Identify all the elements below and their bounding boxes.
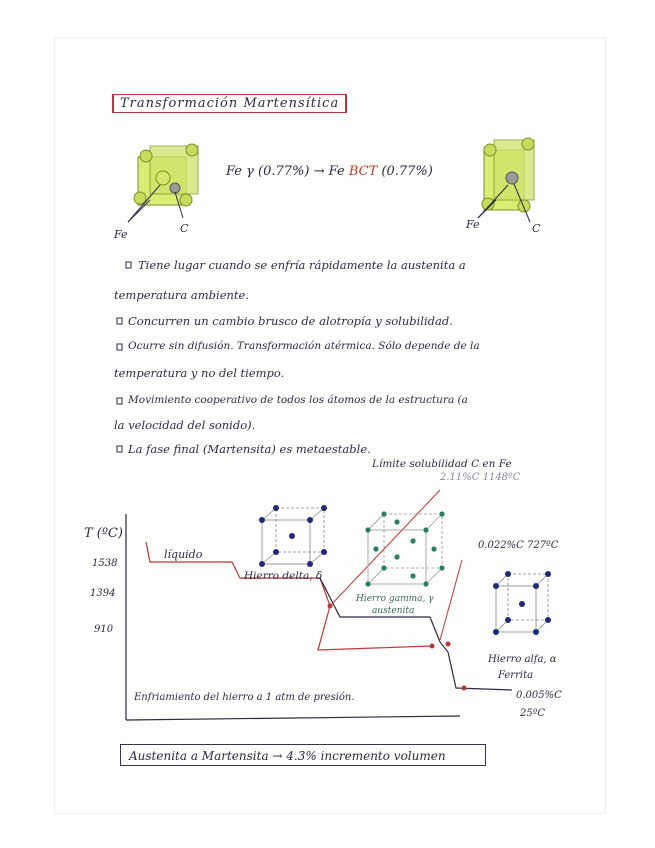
equation-bct: BCT — [348, 164, 378, 179]
ambient-carbon: 0.005%C — [516, 690, 562, 701]
limite-solubilidad-label: Límite solubilidad C en Fe — [372, 458, 512, 470]
equation-right-prefix: Fe — [328, 164, 345, 179]
temp-1394: 1394 — [90, 588, 116, 599]
bullet-5-line-1: La fase final (Martensita) es metaestable. — [128, 442, 371, 456]
ferrita-carbon — [478, 540, 558, 551]
liquido-label: líquido — [164, 548, 203, 561]
equation-left: Fe γ (0.77%) — [226, 164, 310, 179]
right-c-label: C — [532, 222, 541, 235]
bullet-3-line-1: Ocurre sin difusión. Transformación atérmica. Sólo depende de la — [128, 340, 480, 352]
ferrita-carbon-value: 0.022%C — [478, 540, 524, 551]
conclusion-box: Austenita a Martensita → 4.3% incremento volumen — [120, 744, 486, 766]
temp-910: 910 — [94, 624, 114, 635]
diagram-caption: Enfriamiento del hierro a 1 atm de presión. — [134, 692, 355, 703]
bct-unit-cell-icon — [478, 138, 534, 222]
cooling-curve — [146, 490, 512, 691]
hierro-gamma-label-2: austenita — [372, 606, 415, 616]
bullet-2-line-1: Concurren un cambio brusco de alotropía y solubilidad. — [128, 314, 453, 328]
right-fe-label: Fe — [466, 218, 480, 231]
left-c-label: C — [180, 222, 189, 235]
page-title: Transformación Martensítica — [112, 94, 347, 113]
fcc-gamma-cube-icon — [365, 511, 444, 586]
hierro-alfa-label-2: Ferrita — [498, 670, 534, 681]
bullet-1-line-1: Tiene lugar cuando se enfría rápidamente la austenita a — [138, 258, 466, 272]
bullet-1-line-2: temperatura ambiente. — [114, 288, 249, 302]
y-axis-label: T (ºC) — [84, 526, 124, 541]
bullet-4-line-2: la velocidad del sonido). — [114, 418, 256, 432]
fcc-unit-cell-icon — [128, 144, 198, 222]
bullet-4-line-1: Movimiento cooperativo de todos los átomos de la estructura (a — [128, 394, 468, 406]
hierro-delta-label: Hierro delta, δ — [244, 570, 323, 582]
bcc-alpha-cube-icon — [493, 571, 551, 635]
equation — [226, 164, 433, 179]
left-fe-label: Fe — [114, 228, 128, 241]
hierro-gamma-label-1: Hierro gamma, γ — [356, 594, 434, 604]
temp-1538: 1538 — [92, 558, 118, 569]
equation-right-suffix: (0.77%) — [381, 164, 433, 179]
ambient-temp: 25ºC — [520, 708, 546, 719]
ferrita-temp-value: 727ºC — [526, 540, 559, 551]
bullet-3-line-2: temperatura y no del tiempo. — [114, 366, 285, 380]
limite-solubilidad-value: 2.11%C 1148ºC — [440, 472, 521, 483]
bcc-delta-cube-icon — [259, 505, 327, 567]
equation-arrow: → — [313, 164, 325, 179]
hierro-alfa-label-1: Hierro alfa, α — [488, 654, 557, 665]
